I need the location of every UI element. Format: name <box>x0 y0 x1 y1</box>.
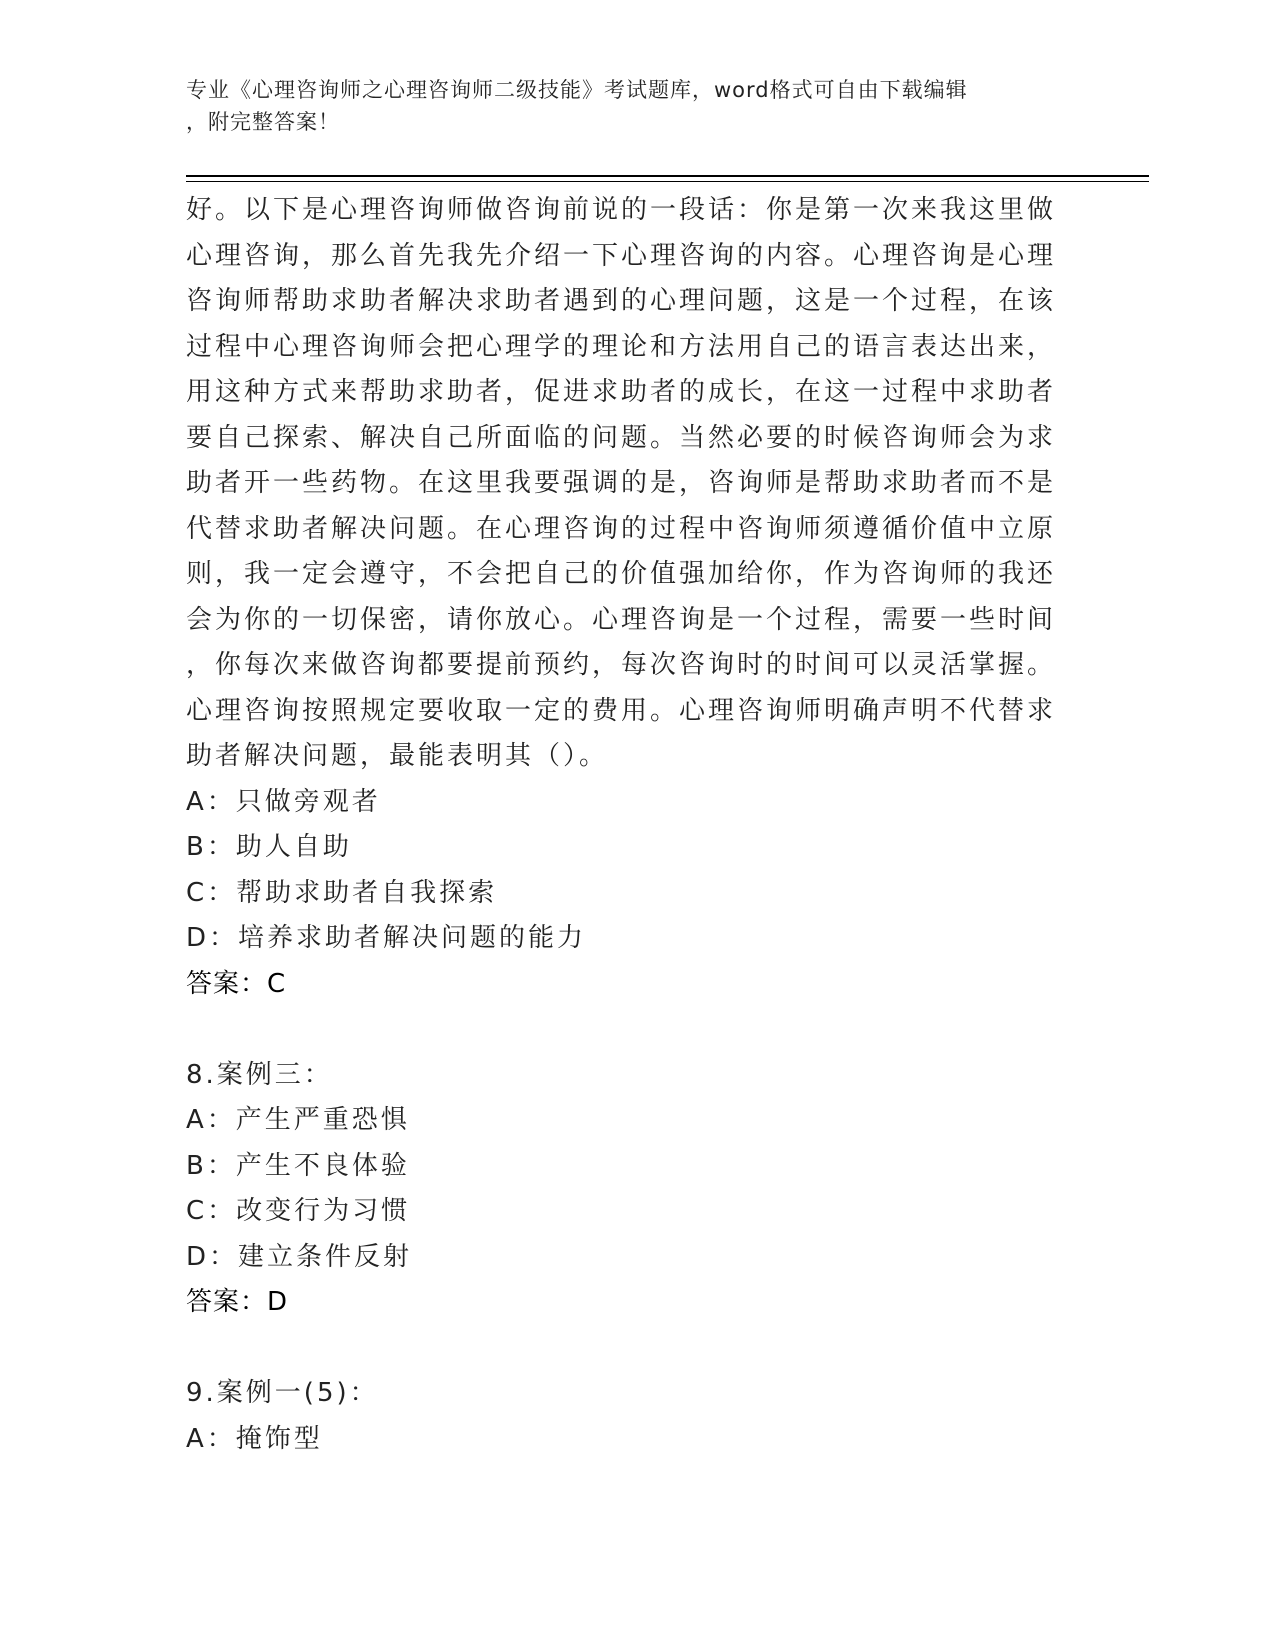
stem-line: 心理咨询按照规定要收取一定的费用。心理咨询师明确声明不代替求 <box>186 695 1057 726</box>
option-b: B：产生不良体验 <box>186 1150 410 1181</box>
header-line-1: 专业《心理咨询师之心理咨询师二级技能》考试题库，word格式可自由下载编辑 <box>186 78 968 102</box>
stem-line: ，你每次来做咨询都要提前预约，每次咨询时的时间可以灵活掌握。 <box>186 650 1057 680</box>
option-b: B：助人自助 <box>186 832 352 862</box>
question-7 <box>186 188 1066 1007</box>
stem-line: 要自己探索、解决自己所面临的问题。当然必要的时候咨询师会为求 <box>186 422 1057 453</box>
stem-line: 好。以下是心理咨询师做咨询前说的一段话：你是第一次来我这里做 <box>186 195 1057 225</box>
answer-label: 答案： <box>186 968 268 999</box>
question-spacer <box>186 1007 1066 1053</box>
stem-line: 代替求助者解决问题。在心理咨询的过程中咨询师须遵循价值中立原 <box>186 513 1057 544</box>
answer-value: C <box>267 968 289 999</box>
header-divider-thick <box>186 175 1149 177</box>
question-7-stem <box>186 188 1066 780</box>
stem-line: 心理咨询，那么首先我先介绍一下心理咨询的内容。心理咨询是心理 <box>186 240 1057 271</box>
stem-line: 则，我一定会遵守，不会把自己的价值强加给你，作为咨询师的我还 <box>186 559 1057 589</box>
stem-line: 会为你的一切保密，请你放心。心理咨询是一个过程，需要一些时间 <box>186 604 1057 635</box>
stem-line: 过程中心理咨询师会把心理学的理论和方法用自己的语言表达出来， <box>186 331 1057 362</box>
header-divider-thin <box>186 181 1149 182</box>
option-a: A：产生严重恐惧 <box>186 1105 410 1135</box>
option-a: A：掩饰型 <box>186 1423 323 1454</box>
header-line-2: ，附完整答案！ <box>186 110 340 134</box>
answer-label: 答案： <box>186 1287 268 1317</box>
stem-line: 咨询师帮助求助者解决求助者遇到的心理问题，这是一个过程，在该 <box>186 286 1057 316</box>
question-9-title: 9.案例一(5)： <box>186 1378 379 1408</box>
question-9 <box>186 1371 1066 1462</box>
question-8-answer <box>186 1280 1066 1326</box>
question-8 <box>186 1053 1066 1326</box>
option-a: A：只做旁观者 <box>186 786 381 817</box>
document-body <box>186 188 1066 1462</box>
stem-line: 用这种方式来帮助求助者，促进求助者的成长，在这一过程中求助者 <box>186 377 1057 407</box>
stem-line: 助者解决问题，最能表明其（）。 <box>186 741 609 771</box>
question-8-title: 8.案例三： <box>186 1059 333 1090</box>
option-d: D：建立条件反射 <box>186 1241 413 1272</box>
question-7-answer <box>186 962 1066 1008</box>
question-spacer <box>186 1326 1066 1372</box>
option-c: C：改变行为习惯 <box>186 1196 411 1226</box>
option-c: C：帮助求助者自我探索 <box>186 877 498 908</box>
option-d: D：培养求助者解决问题的能力 <box>186 923 587 953</box>
document-header <box>186 74 1066 138</box>
answer-value: D <box>267 1287 291 1317</box>
stem-line: 助者开一些药物。在这里我要强调的是，咨询师是帮助求助者而不是 <box>186 468 1057 498</box>
